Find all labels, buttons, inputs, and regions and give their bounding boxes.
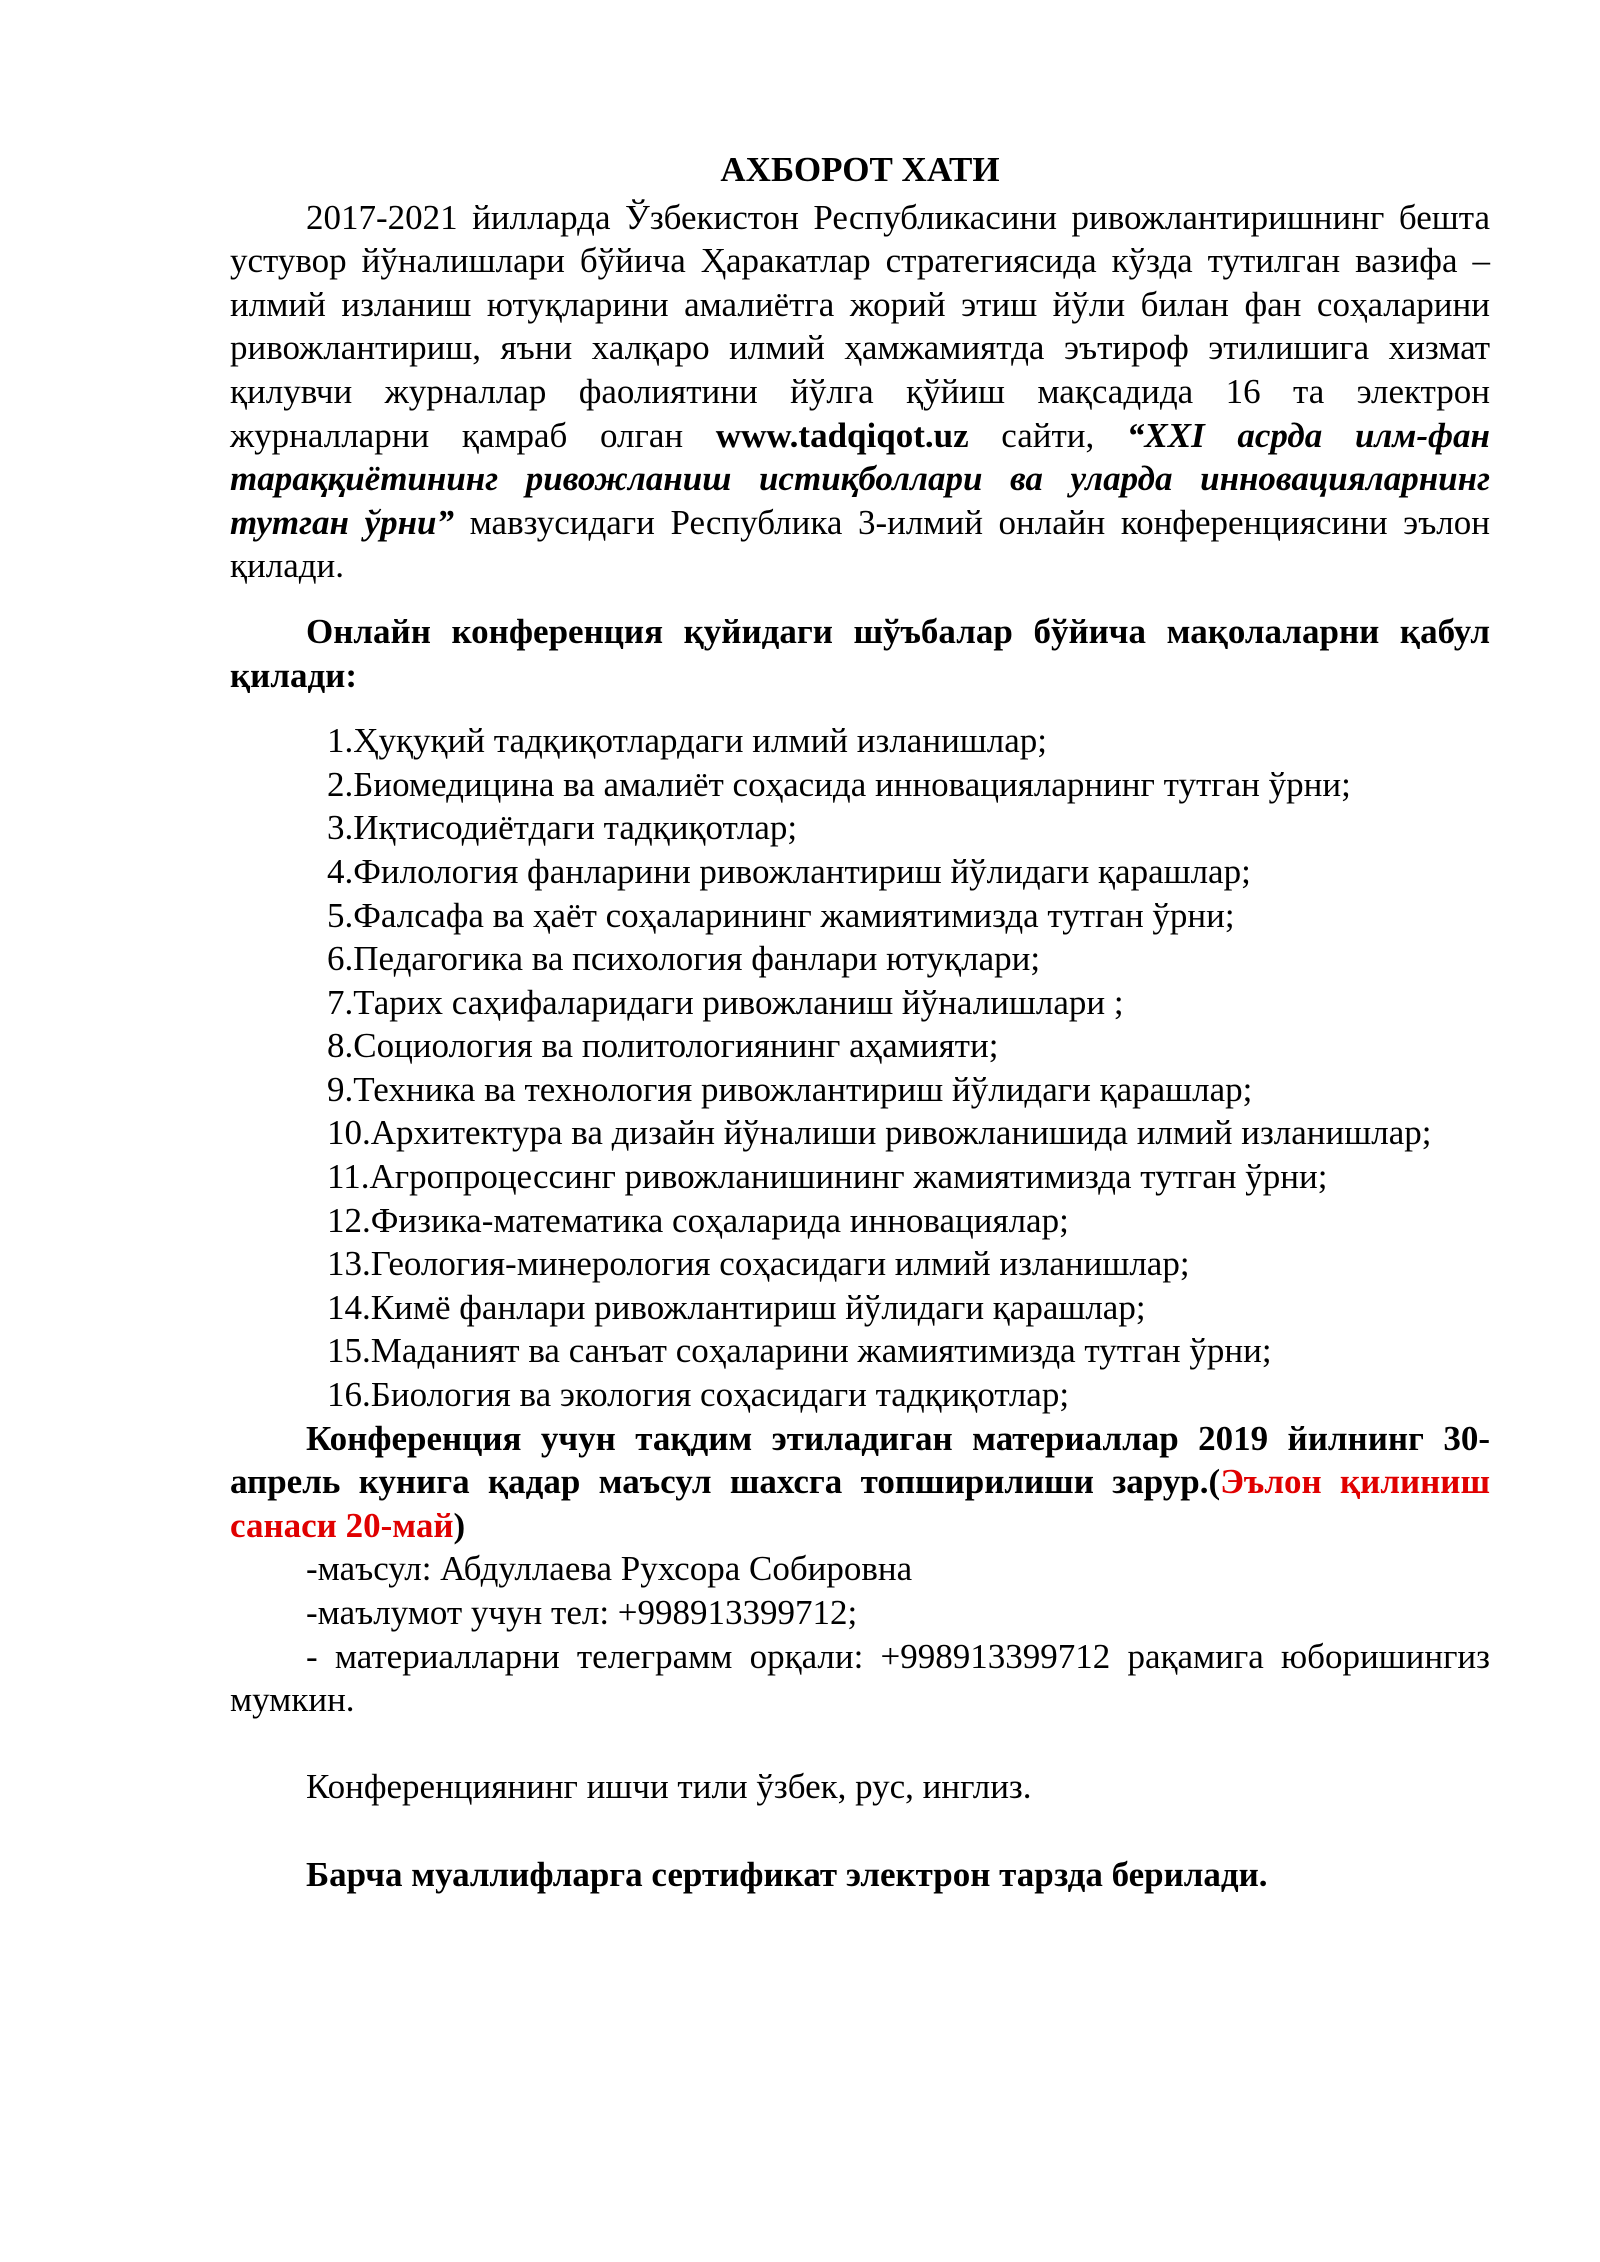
intro-text-part-3: мавзусидаги Республика 3-илмий онлайн конференциясини эълон қилади. — [230, 502, 1490, 586]
list-item: 14.Кимё фанлари ривожлантириш йўлидаги қарашлар; — [327, 1287, 1146, 1327]
list-item: 2.Биомедицина ва амалиёт соҳасида инновацияларнинг тутган ўрни; — [327, 764, 1351, 804]
list-item: 10.Архитектура ва дизайн йўналиши ривожланишида илмий изланишлар; — [327, 1113, 1432, 1153]
list-item: 16.Биология ва экология соҳасидаги тадқиқотлар; — [327, 1375, 1070, 1415]
intro-text-part-1: 2017-2021 йилларда Ўзбекистон Республикасини ривожлантиришнинг бешта устувор йўналишлари бўйича Ҳаракатлар стратегиясида кўзда тутилган вазифа – илмий изланиш ютуқларини амалиётга жорий этиш йўли билан фан соҳаларини ривожлантириш, яъни халқаро илмий ҳамжамиятда эътироф этилишига хизмат қилувчи журналлар фаолиятини йўлга қўйиш мақсадида 16 та электрон журналларни қамраб олган — [230, 197, 1490, 455]
sections-heading: Онлайн конференция қуйидаги шўъбалар бўйича мақолаларни қабул қилади: — [230, 611, 1490, 695]
list-item: 8.Социология ва политологиянинг аҳамияти; — [327, 1026, 999, 1066]
list-item: 7.Тарих саҳифаларидаги ривожланиш йўналишлари ; — [327, 982, 1124, 1022]
list-item: 3.Иқтисодиётдаги тадқиқотлар; — [327, 808, 798, 848]
certificate-note: Барча муаллифларга сертификат электрон тарзда берилади. — [306, 1854, 1268, 1894]
info-letter-page — [230, 148, 1490, 1896]
working-languages: Конференциянинг ишчи тили ўзбек, рус, инглиз. — [306, 1767, 1032, 1807]
list-item: 13.Геология-минерология соҳасидаги илмий изланишлар; — [327, 1244, 1190, 1284]
list-item: 5.Фалсафа ва ҳаёт соҳаларининг жамиятимизда тутган ўрни; — [327, 895, 1235, 935]
spacer — [230, 1809, 1490, 1853]
list-item: 9.Техника ва технология ривожлантириш йўлидаги қарашлар; — [327, 1069, 1253, 1109]
document-title: АХБОРОТ ХАТИ — [720, 150, 1000, 189]
telegram-contact: - материалларни телеграмм орқали: +998913399712 рақамига юборишингиз мумкин. — [230, 1636, 1490, 1720]
sections-list — [327, 719, 1490, 1417]
list-item: 11.Агропроцессинг ривожланишининг жамиятимизда тутган ўрни; — [327, 1157, 1328, 1197]
deadline-paragraph — [230, 1417, 1490, 1548]
contact-phone: -маълумот учун тел: +998913399712; — [306, 1593, 858, 1632]
deadline-close: ) — [453, 1505, 466, 1545]
list-item: 15.Маданият ва санъат соҳаларини жамиятимизда тутган ўрни; — [327, 1331, 1272, 1371]
announcement-date: Эълон қилиниш санаси 20-май — [230, 1462, 1490, 1545]
conference-title: “XXI асрда илм-фан тараққиётининг ривожланиш истиқболлари ва уларда инновацияларнинг тутган ўрни” — [230, 415, 1490, 542]
list-item: 1.Ҳуқуқий тадқиқотлардаги илмий изланишлар; — [327, 721, 1047, 761]
list-item: 6.Педагогика ва психология фанлари ютуқлари; — [327, 939, 1041, 979]
deadline-text: Конференция учун тақдим этиладиган материаллар 2019 йилнинг 30-апрель кунига қадар маъсул шахсга топширилиши зарур.( — [230, 1418, 1490, 1502]
list-item: 12.Физика-математика соҳаларида инновациялар; — [327, 1200, 1069, 1240]
intro-text-part-2: сайти, — [968, 415, 1127, 455]
responsible-person: -маъсул: Абдуллаева Рухсора Собировна — [306, 1549, 913, 1589]
intro-paragraph — [230, 196, 1490, 588]
list-item: 4.Филология фанларини ривожлантириш йўлидаги қарашлар; — [327, 851, 1251, 891]
spacer — [230, 1722, 1490, 1766]
website-link[interactable]: www.tadqiqot.uz — [715, 415, 969, 455]
